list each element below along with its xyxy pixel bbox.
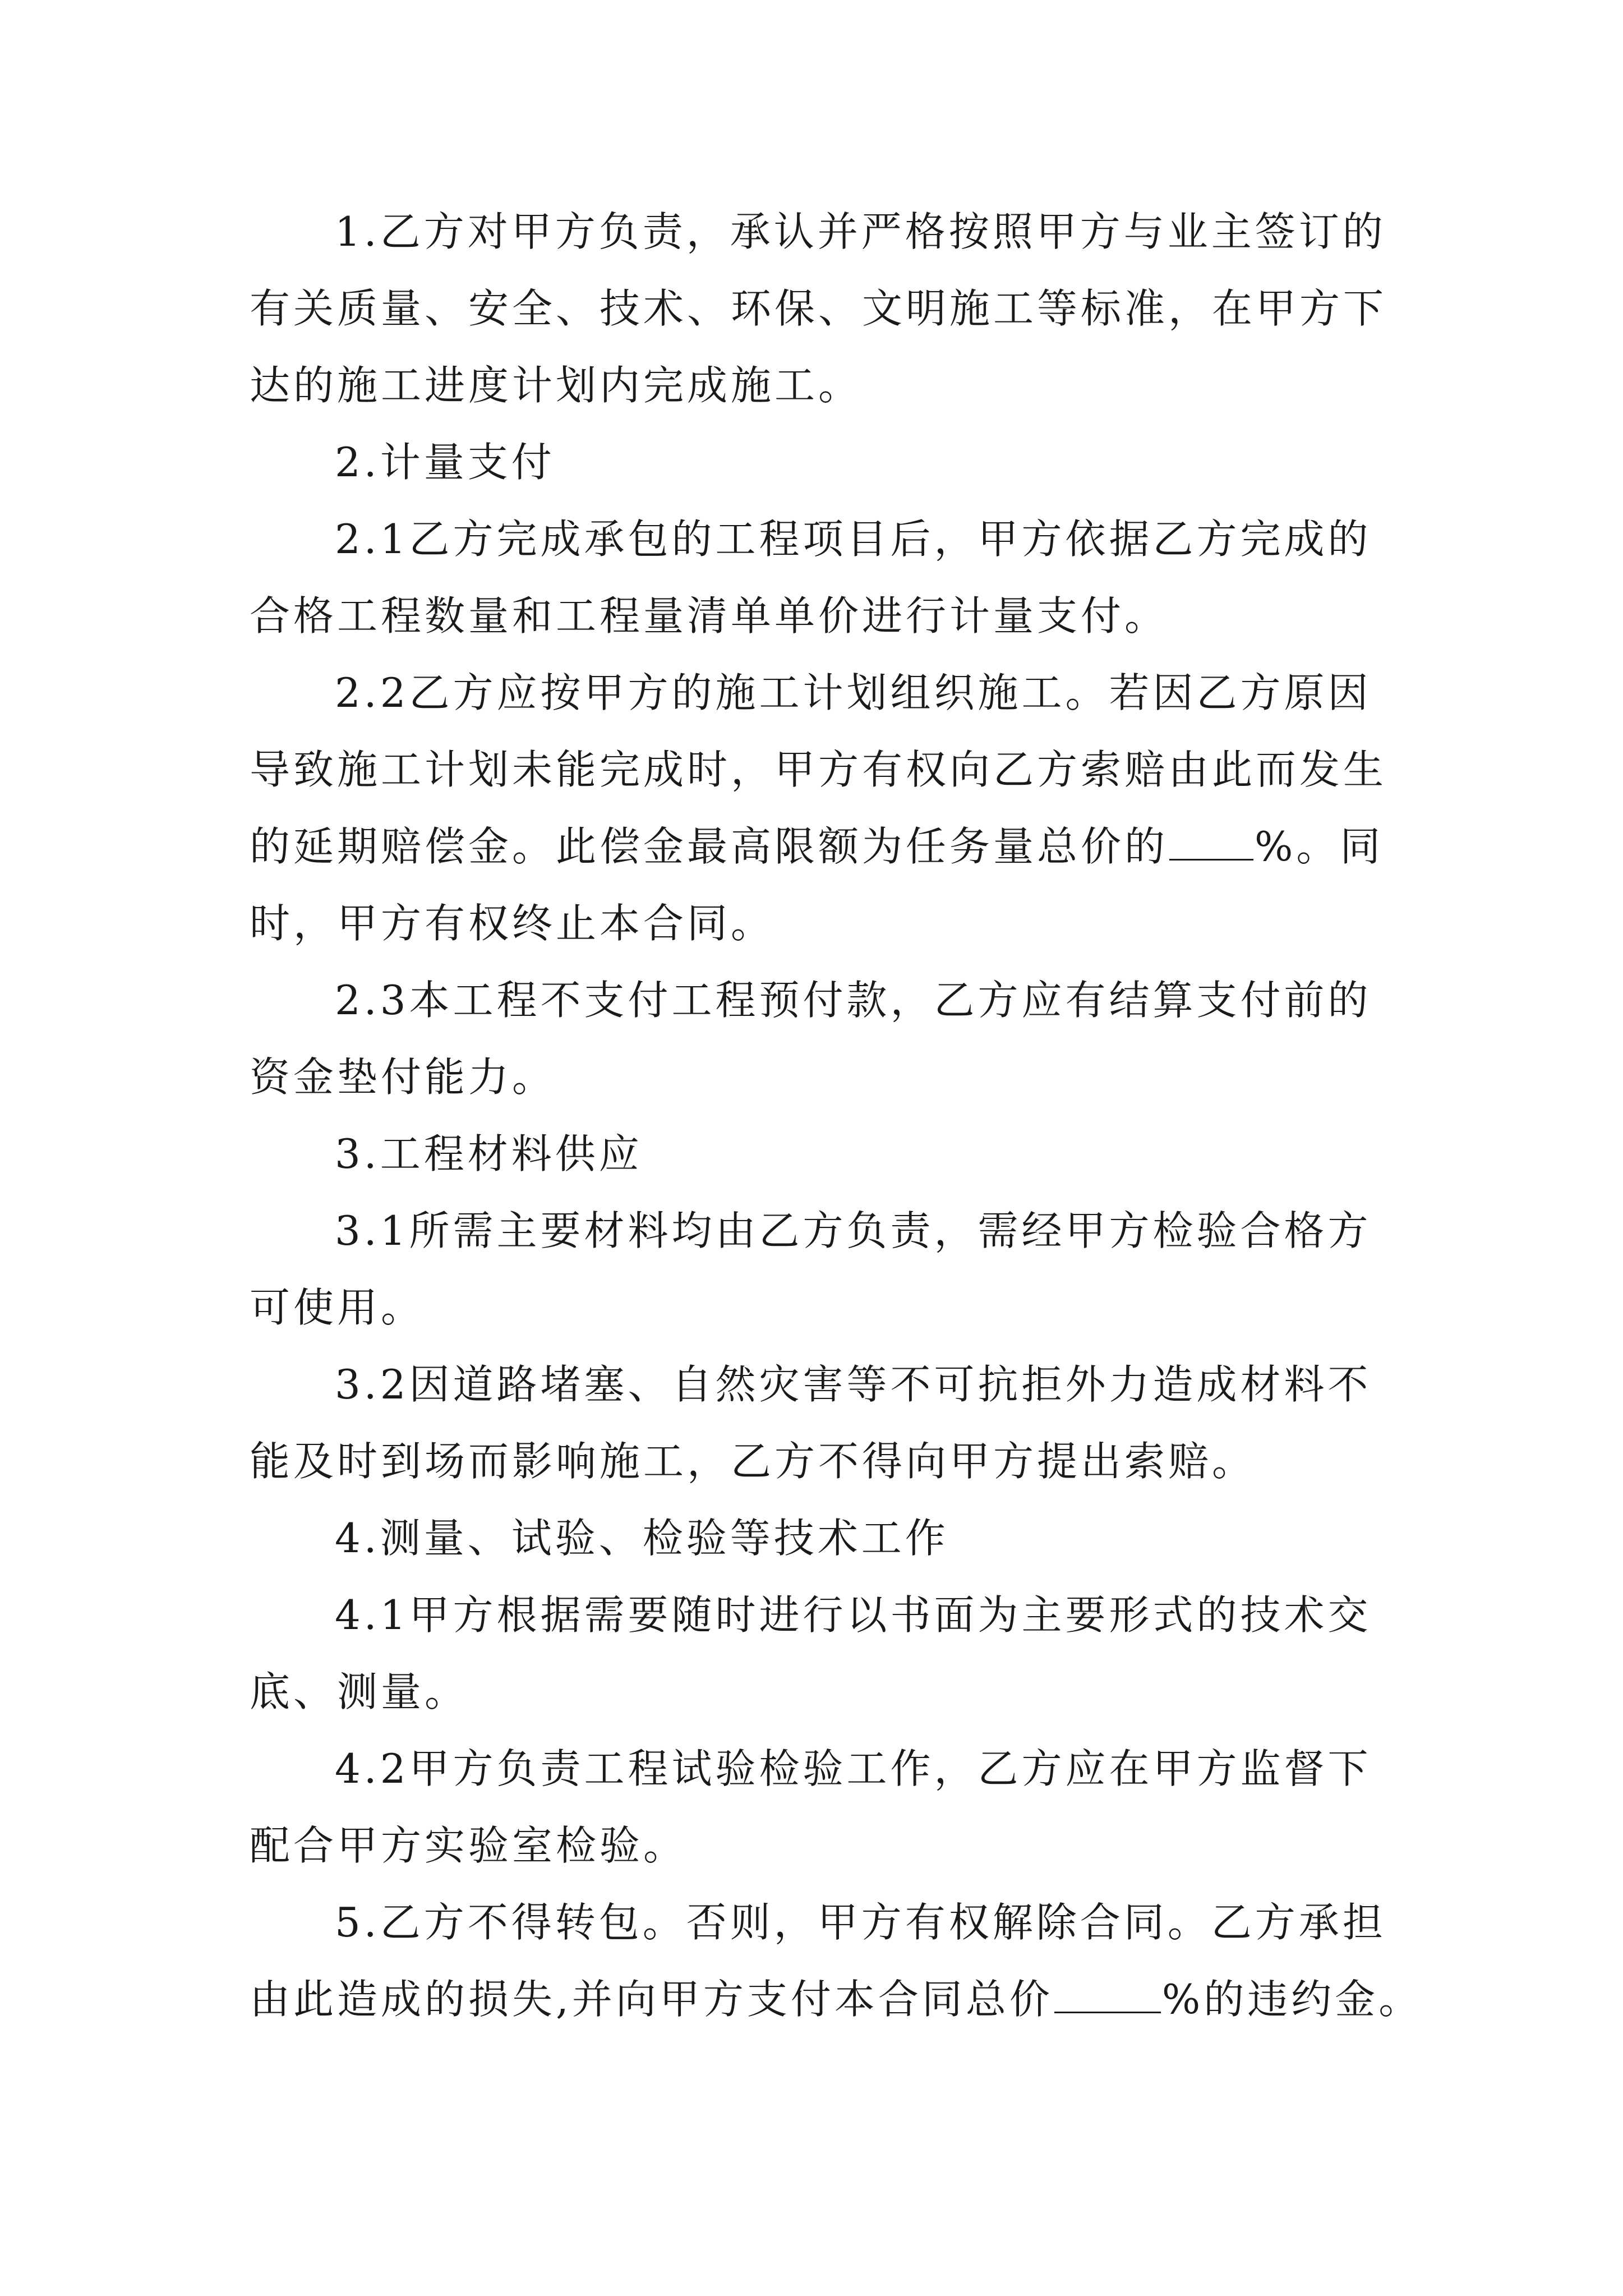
paragraph-4-1	[250, 1577, 1382, 1731]
text-line: 3.1所需主要材料均由乙方负责，需经甲方检验合格方	[335, 1207, 1372, 1254]
fill-in-blank[interactable]	[1169, 825, 1253, 861]
paragraph-4-heading	[250, 1500, 1382, 1577]
text-line: 有关质量、安全、技术、环保、文明施工等标准，在甲方下	[250, 285, 1387, 332]
text-segment: %的违约金。	[1161, 1976, 1423, 2023]
paragraph-1	[250, 194, 1387, 424]
paragraph-2-2	[250, 655, 1387, 962]
text-line-with-blank	[250, 808, 1382, 885]
paragraph-3-1	[250, 1193, 1382, 1346]
paragraph-4-2	[250, 1731, 1382, 1884]
section-heading: 2.计量支付	[335, 439, 555, 486]
section-heading: 4.测量、试验、检验等技术工作	[335, 1515, 949, 1562]
fill-in-blank[interactable]	[1054, 1978, 1161, 2013]
paragraph-2-1	[250, 501, 1382, 655]
paragraph-2-3	[250, 962, 1382, 1116]
document-body	[250, 194, 1423, 2038]
text-line: 2.1乙方完成承包的工程项目后，甲方依据乙方完成的	[335, 516, 1372, 563]
paragraph-2-heading	[250, 424, 1382, 501]
text-line: 4.2甲方负责工程试验检验工作，乙方应在甲方监督下	[335, 1745, 1372, 1792]
text-segment: 由此造成的损失,并向甲方支付本合同总价	[250, 1976, 1053, 2023]
text-line: 达的施工进度计划内完成施工。	[250, 362, 863, 409]
section-heading: 3.工程材料供应	[335, 1130, 643, 1177]
text-line: 导致施工计划未能完成时，甲方有权向乙方索赔由此而发生	[250, 746, 1387, 793]
text-line: 时，甲方有权终止本合同。	[250, 900, 775, 947]
text-line: 1.乙方对甲方负责，承认并严格按照甲方与业主签订的	[335, 208, 1386, 255]
text-segment: 的延期赔偿金。此偿金最高限额为任务量总价的	[250, 823, 1169, 870]
text-segment: %。同	[1255, 823, 1384, 870]
text-line: 资金垫付能力。	[250, 1053, 556, 1101]
text-line: 2.2乙方应按甲方的施工计划组织施工。若因乙方原因	[335, 669, 1372, 716]
text-line: 4.1甲方根据需要随时进行以书面为主要形式的技术交	[335, 1591, 1372, 1639]
text-line: 可使用。	[250, 1284, 425, 1331]
paragraph-5	[250, 1884, 1423, 2038]
text-line: 底、测量。	[250, 1668, 469, 1715]
text-line: 5.乙方不得转包。否则，甲方有权解除合同。乙方承担	[335, 1899, 1386, 1946]
text-line: 2.3本工程不支付工程预付款，乙方应有结算支付前的	[335, 977, 1372, 1024]
text-line: 3.2因道路堵塞、自然灾害等不可抗拒外力造成材料不	[335, 1361, 1372, 1408]
paragraph-3-2	[250, 1346, 1382, 1500]
paragraph-3-heading	[250, 1116, 1382, 1193]
text-line: 能及时到场而影响施工，乙方不得向甲方提出索赔。	[250, 1438, 1256, 1485]
text-line: 配合甲方实验室检验。	[250, 1822, 688, 1869]
text-line: 合格工程数量和工程量清单单价进行计量支付。	[250, 592, 1169, 639]
text-line-with-blank	[250, 1961, 1423, 2038]
